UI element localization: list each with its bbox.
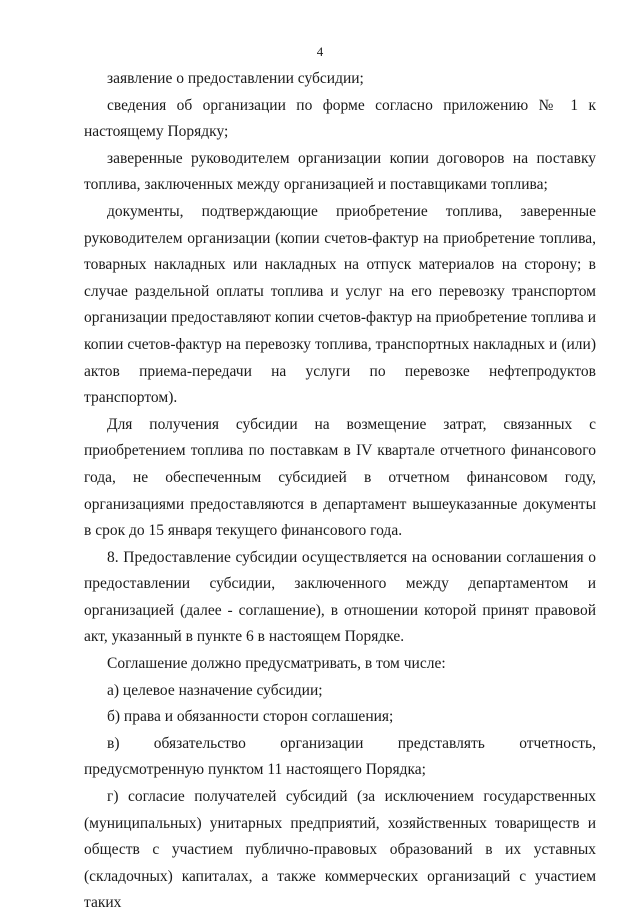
paragraph-purchase-documents: документы, подтверждающие приобретение топлива, заверенные руководителем организации (копии счетов-фактур на приобретение топлива, товарных накладных или накладных на отпуск материалов на сторону; в случае раздельной оплаты топлива и услуг на его перевозку транспортом организации предоставляют копии счетов-фактур на приобретение топлива и копии счетов-фактур на перевозку топлива, транспортных накладных и (или) актов приема-передачи на услуги по перевозке нефтепродуктов транспортом).: [84, 202, 596, 407]
paragraph-agreement-intro: Соглашение должно предусматривать, в том числе:: [107, 655, 446, 673]
paragraph-application: заявление о предоставлении субсидии;: [107, 70, 364, 87]
paragraph-section-8: 8. Предоставление субсидии осуществляется на основании соглашения о предоставлении субсидии, заключенного между департаментом и организацией (далее - соглашение), в отношении которой принят правовой акт, указанный в пункте 6 в настоящем Порядке.: [84, 548, 596, 646]
list-item-a: а) целевое назначение субсидии;: [107, 681, 323, 699]
list-item-d: г) согласие получателей субсидий (за исключением государственных (муниципальных) унитарных предприятий, хозяйственных товариществ и обществ с участием публично-правовых образований в их уставных (складочных) капиталах, а также коммерческих организаций с участием таких: [84, 788, 596, 912]
list-item-c: в) обязательство организации представлять отчетность, предусмотренную пунктом 11 настоящего Порядка;: [84, 734, 596, 779]
paragraph-organization-info: сведения об организации по форме согласно приложению № 1 к настоящему Порядку;: [84, 96, 596, 141]
paragraph-q4-compensation: Для получения субсидии на возмещение затрат, связанных с приобретением топлива по поставкам в IV квартале отчетного финансового года, не обеспеченным субсидией в отчетном финансовом году, организациями предоставляются в департамент вышеуказанные документы в срок до 15 января текущего финансового года.: [84, 415, 596, 540]
document-body: [84, 66, 596, 917]
list-item-b: б) права и обязанности сторон соглашения;: [107, 708, 394, 726]
page-number: 4: [316, 44, 324, 59]
paragraph-contract-copies: заверенные руководителем организации копии договоров на поставку топлива, заключенных между организацией и поставщиками топлива;: [84, 149, 596, 194]
